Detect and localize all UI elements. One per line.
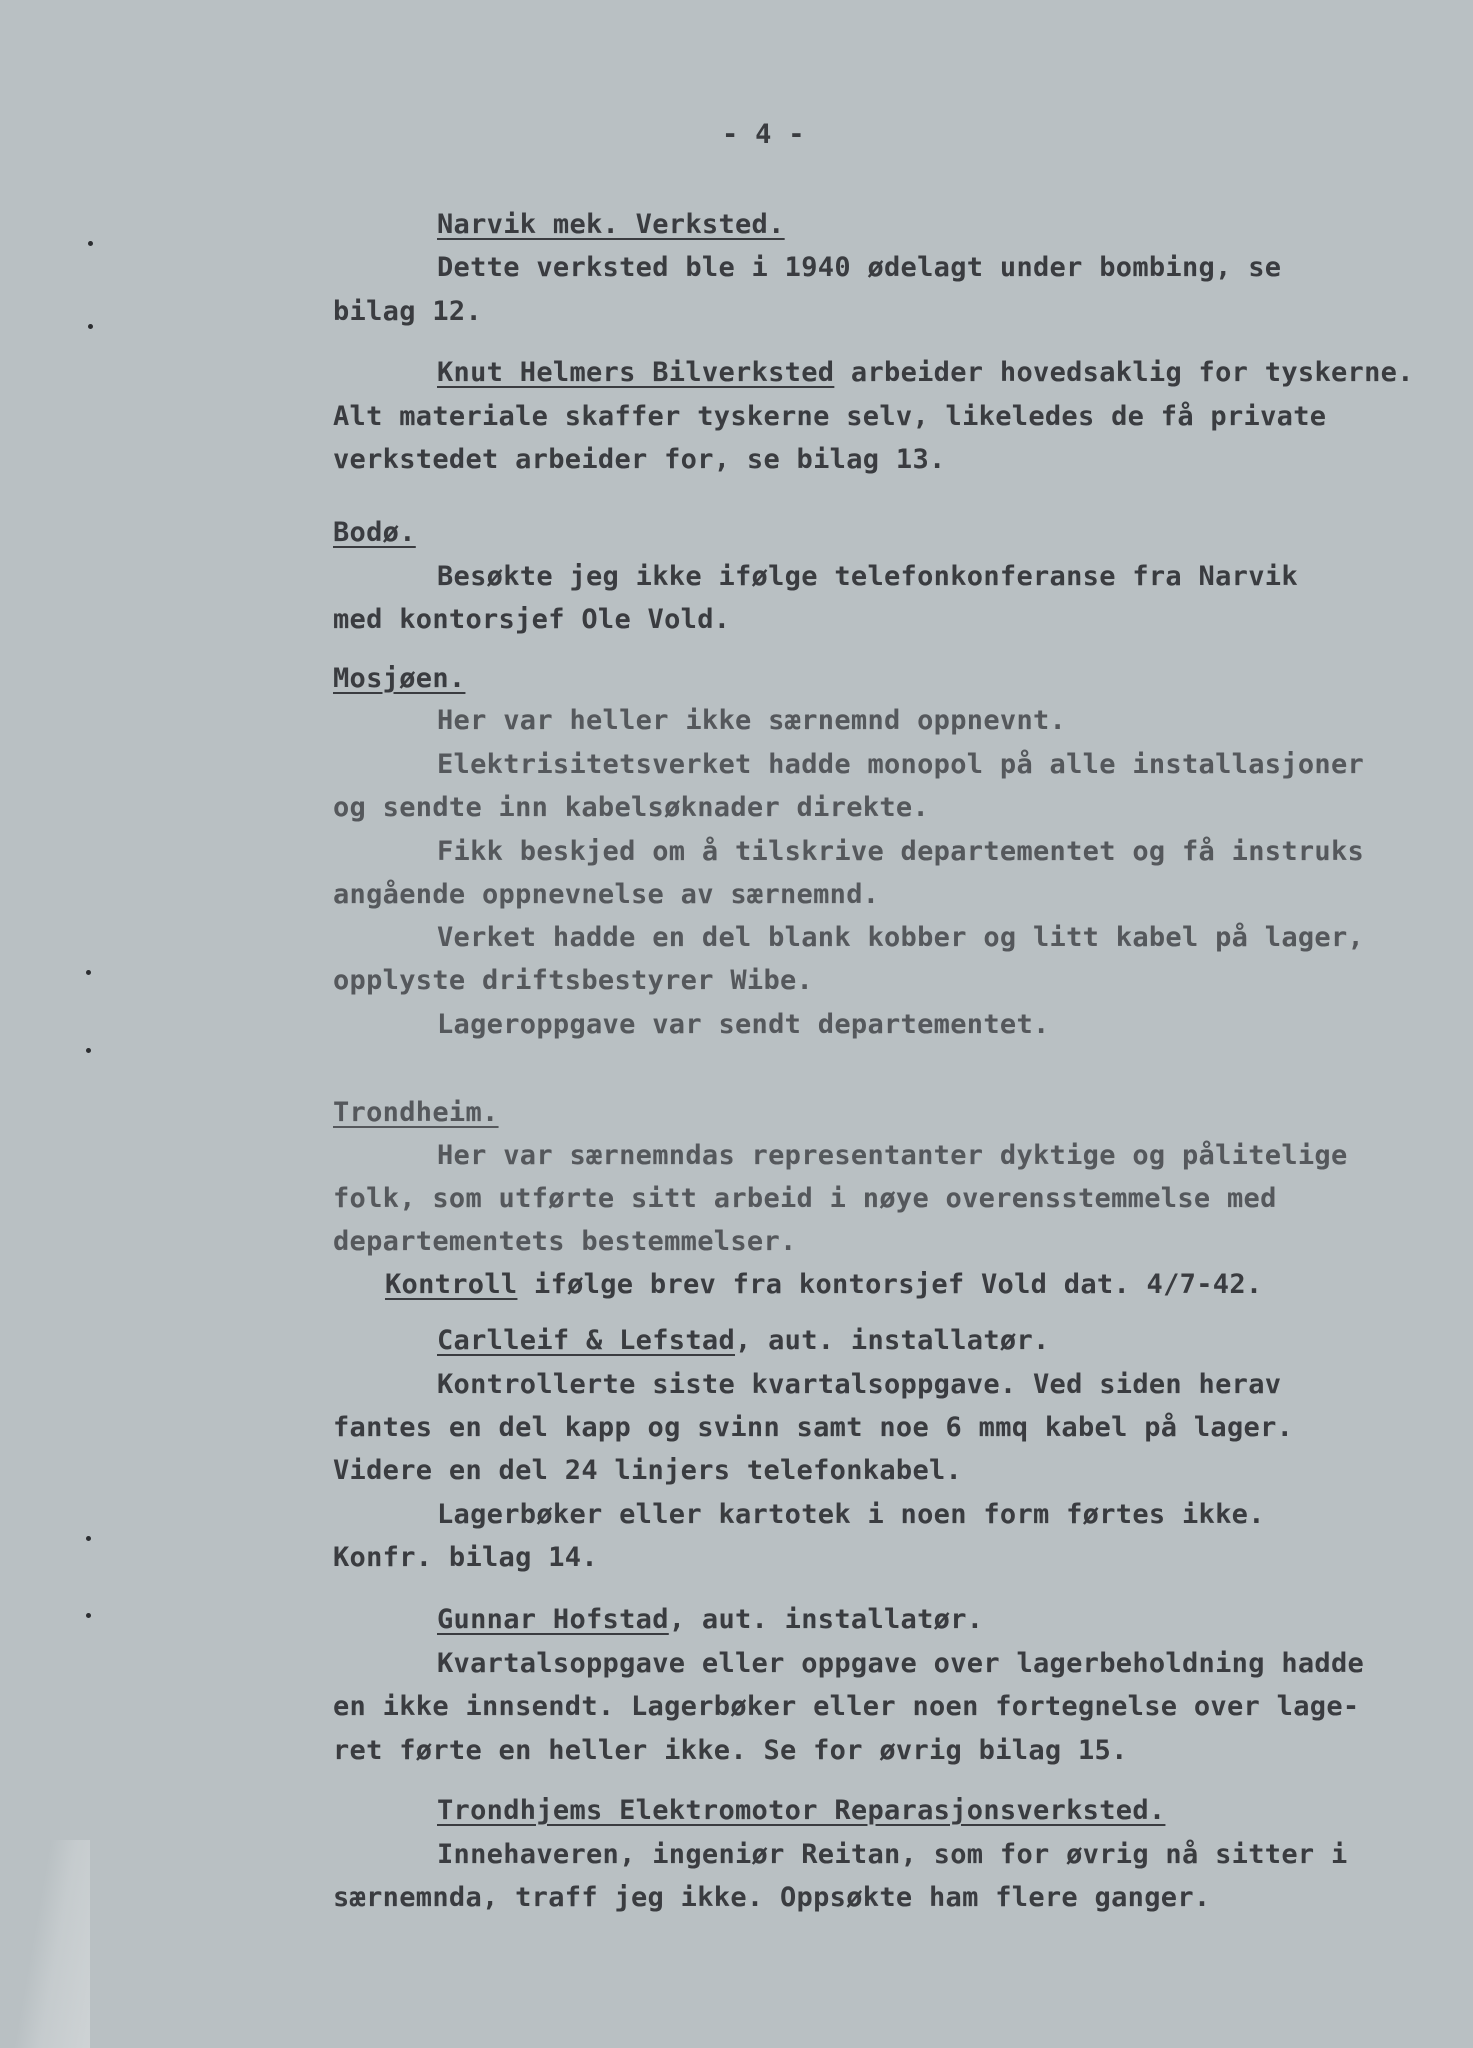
paragraph-line: departementets bestemmelser.: [333, 1226, 797, 1257]
paragraph-text: ifølge brev fra kontorsjef Vold dat. 4/7-42.: [517, 1269, 1263, 1300]
section-heading-elektromotor: Trondhjems Elektromotor Reparasjonsverksted.: [437, 1795, 1166, 1826]
paragraph-line: Innehaveren, ingeniør Reitan, som for øvrig nå sitter i: [437, 1839, 1348, 1870]
margin-speck: [86, 970, 91, 975]
paragraph-line: Her var særnemndas representanter dyktige og pålitelige: [437, 1140, 1348, 1171]
paragraph-line: Lageroppgave var sendt departementet.: [437, 1009, 1050, 1040]
paragraph-line: opplyste driftsbestyrer Wibe.: [333, 965, 814, 996]
paragraph-line: Verket hadde en del blank kobber og litt kabel på lager,: [437, 922, 1365, 953]
paragraph-line: Her var heller ikke særnemnd oppnevnt.: [437, 705, 1067, 736]
section-heading-mosjoen: Mosjøen.: [333, 663, 466, 694]
page-number: - 4 -: [722, 119, 805, 150]
margin-speck: [88, 241, 93, 246]
paragraph-line: Besøkte jeg ikke ifølge telefonkonferanse fra Narvik: [437, 561, 1298, 592]
paragraph-line: verkstedet arbeider for, se bilag 13.: [333, 444, 946, 475]
paragraph-line: folk, som utførte sitt arbeid i nøye overensstemmelse med: [333, 1183, 1277, 1214]
paragraph-text: arbeider hovedsaklig for tyskerne.: [834, 357, 1414, 388]
paragraph-line: [437, 1603, 983, 1637]
margin-speck: [88, 324, 93, 329]
paragraph-line: ret førte en heller ikke. Se for øvrig bilag 15.: [333, 1735, 1128, 1766]
paragraph-line: bilag 12.: [333, 296, 482, 327]
paragraph-text: , aut. installatør.: [735, 1325, 1050, 1356]
paragraph-line: Fikk beskjed om å tilskrive departementet og få instruks: [437, 836, 1365, 867]
paragraph-line: angående oppnevnelse av særnemnd.: [333, 879, 880, 910]
paragraph-line: Konfr. bilag 14.: [333, 1542, 598, 1573]
paragraph-line: Elektrisitetsverket hadde monopol på alle installasjoner: [437, 749, 1365, 780]
paragraph-line: fantes en del kapp og svinn samt noe 6 mmq kabel på lager.: [333, 1412, 1294, 1443]
company-name-helmers: Knut Helmers Bilverksted: [437, 357, 835, 388]
kontroll-heading: Kontroll: [385, 1269, 518, 1300]
paragraph-line: Videre en del 24 linjers telefonkabel.: [333, 1455, 963, 1486]
paragraph-line: med kontorsjef Ole Vold.: [333, 604, 731, 635]
paragraph-line: Dette verksted ble i 1940 ødelagt under bombing, se: [437, 252, 1282, 283]
paragraph-line: Lagerbøker eller kartotek i noen form førtes ikke.: [437, 1499, 1265, 1530]
paragraph-line: en ikke innsendt. Lagerbøker eller noen fortegnelse over lage-: [333, 1691, 1360, 1722]
margin-speck: [86, 1048, 91, 1053]
paragraph-line: Kontrollerte siste kvartalsoppgave. Ved siden herav: [437, 1369, 1282, 1400]
paragraph-line: Alt materiale skaffer tyskerne selv, likeledes de få private: [333, 401, 1327, 432]
paragraph-line: [437, 1324, 1050, 1358]
paragraph-line: [437, 356, 1414, 390]
paragraph-line: særnemnda, traff jeg ikke. Oppsøkte ham flere ganger.: [333, 1882, 1211, 1913]
company-name-carlleif: Carlleif & Lefstad: [437, 1325, 735, 1356]
company-name-hofstad: Gunnar Hofstad: [437, 1604, 669, 1635]
margin-speck: [86, 1536, 91, 1541]
section-heading-narvik: Narvik mek. Verksted.: [437, 209, 785, 240]
paragraph-text: , aut. installatør.: [668, 1604, 984, 1635]
margin-speck: [86, 1613, 91, 1618]
paragraph-line: [385, 1268, 1262, 1302]
paragraph-line: Kvartalsoppgave eller oppgave over lagerbeholdning hadde: [437, 1648, 1365, 1679]
paragraph-line: og sendte inn kabelsøknader direkte.: [333, 792, 929, 823]
section-heading-bodo: Bodø.: [333, 517, 416, 548]
section-heading-trondheim: Trondheim.: [333, 1097, 499, 1128]
